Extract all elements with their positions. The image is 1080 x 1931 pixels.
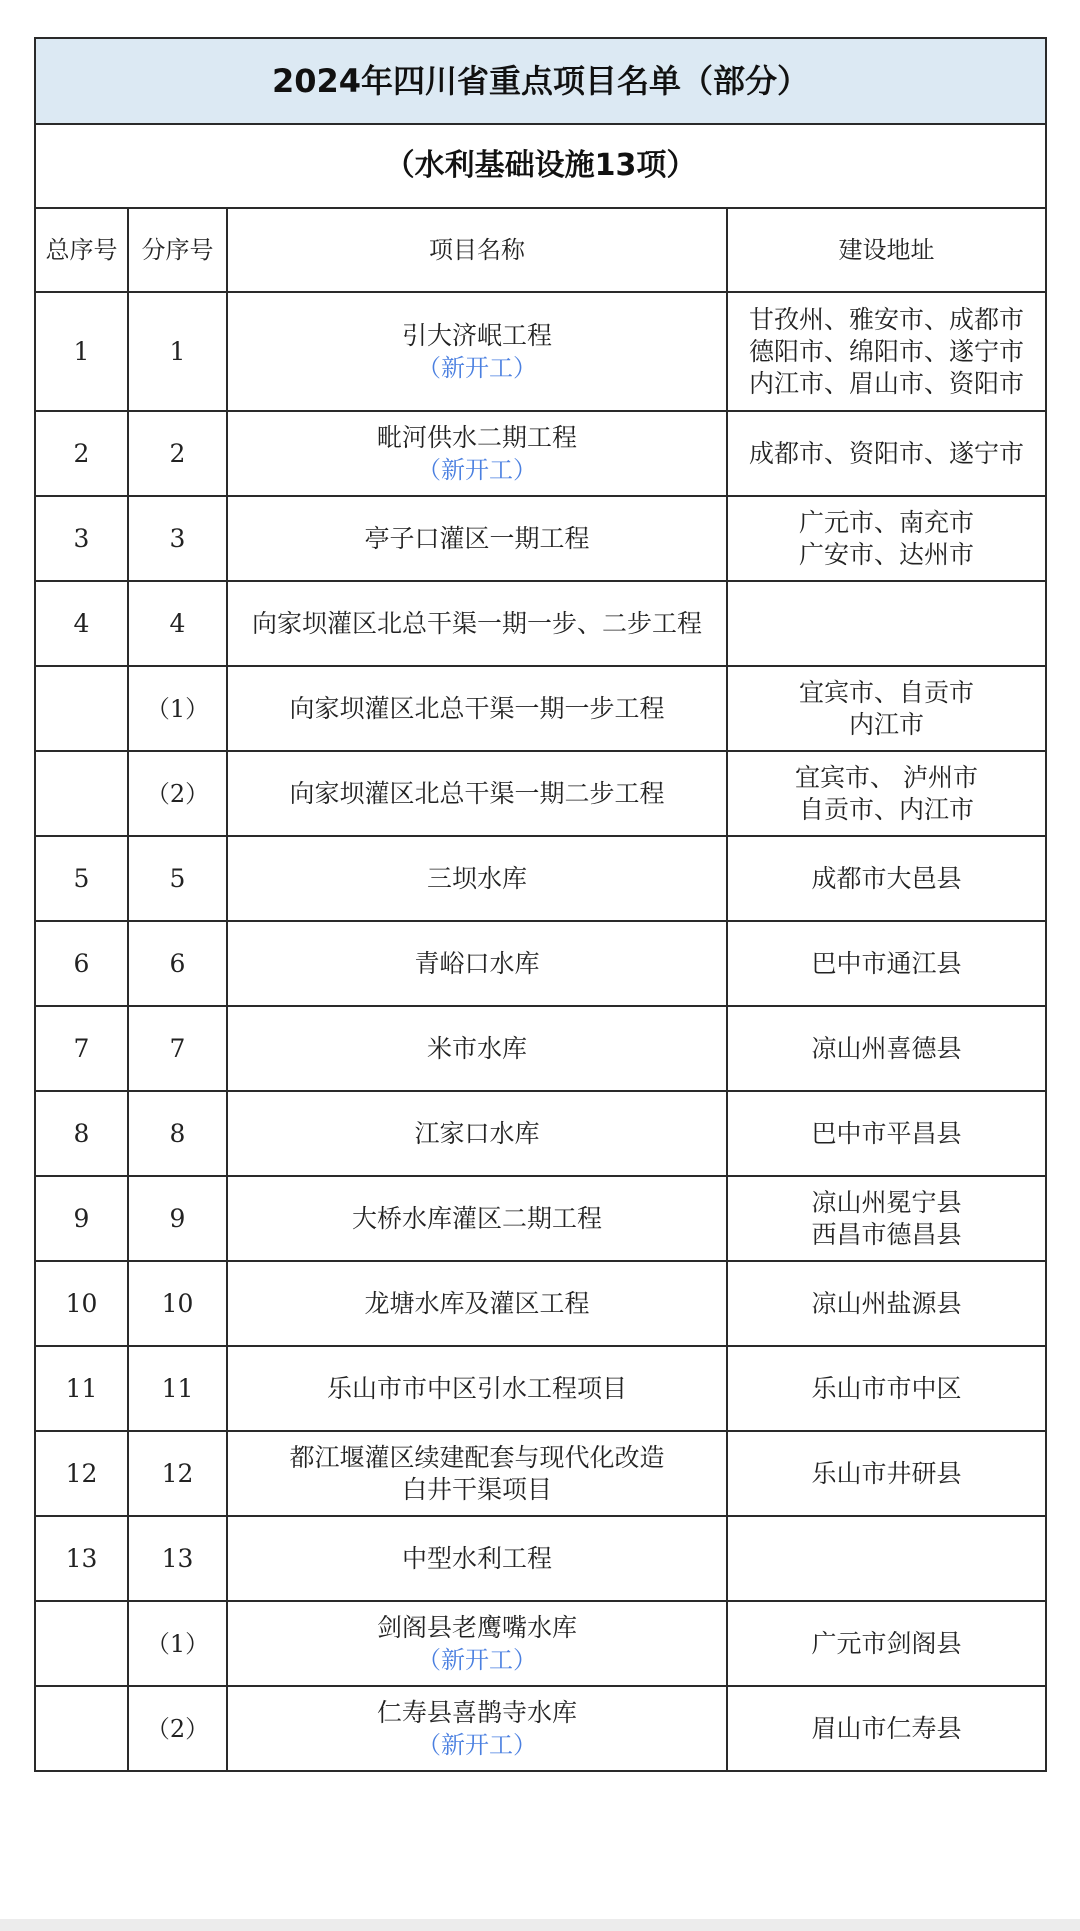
location-cell — [727, 751, 1046, 836]
location-cell — [727, 1346, 1046, 1431]
project-name: 向家坝灌区北总干渠一期二步工程 — [289, 778, 665, 808]
project-name: 毗河供水二期工程 — [376, 422, 577, 452]
location-line: 甘孜州、雅安市、成都市 — [749, 304, 1025, 334]
location-line: 凉山州冕宁县 — [811, 1187, 962, 1217]
total-no-cell: 9 — [35, 1176, 128, 1261]
project-name-cell — [227, 1686, 727, 1771]
sub-no-cell: 6 — [128, 921, 227, 1006]
location-line: 内江市 — [849, 709, 925, 739]
total-no-cell — [35, 1686, 128, 1771]
project-name: 江家口水库 — [414, 1118, 540, 1148]
table-row — [35, 1346, 1046, 1431]
header-project-name: 项目名称 — [227, 208, 727, 292]
location-line: 巴中市平昌县 — [811, 1118, 962, 1148]
location-line: 巴中市通江县 — [811, 948, 962, 978]
table-row — [35, 411, 1046, 496]
location-line: 乐山市井研县 — [811, 1458, 962, 1488]
project-name-line-2: 白井干渠项目 — [401, 1474, 552, 1504]
table-row — [35, 1516, 1046, 1601]
table-row — [35, 666, 1046, 751]
location-line: 广元市、南充市 — [799, 507, 975, 537]
location-cell — [727, 1176, 1046, 1261]
sub-no-cell: 2 — [128, 411, 227, 496]
table-row — [35, 292, 1046, 411]
location-line: 内江市、眉山市、资阳市 — [749, 368, 1025, 398]
project-name: 乐山市市中区引水工程项目 — [326, 1373, 627, 1403]
project-name-cell — [227, 581, 727, 666]
project-name: 引大济岷工程 — [401, 320, 552, 350]
project-name-cell — [227, 1006, 727, 1091]
location-cell — [727, 1431, 1046, 1516]
location-line: 凉山州喜德县 — [811, 1033, 962, 1063]
table-row — [35, 1601, 1046, 1686]
total-no-cell: 6 — [35, 921, 128, 1006]
location-cell — [727, 666, 1046, 751]
location-cell — [727, 496, 1046, 581]
project-name-cell — [227, 1261, 727, 1346]
project-name-cell — [227, 1091, 727, 1176]
new-start-note: （新开工） — [417, 353, 537, 382]
project-name-cell — [227, 1176, 727, 1261]
sub-no-cell: （2） — [128, 751, 227, 836]
location-line: 宜宾市、 泸州市 — [795, 762, 978, 792]
location-line: 凉山州盐源县 — [811, 1288, 962, 1318]
location-cell — [727, 1601, 1046, 1686]
location-line: 成都市、资阳市、遂宁市 — [749, 438, 1025, 468]
total-no-cell: 4 — [35, 581, 128, 666]
location-cell — [727, 581, 1046, 666]
sub-no-cell: （1） — [128, 666, 227, 751]
table-row — [35, 1006, 1046, 1091]
table-row — [35, 921, 1046, 1006]
project-name-cell — [227, 1516, 727, 1601]
sub-no-cell: 9 — [128, 1176, 227, 1261]
project-name-cell — [227, 666, 727, 751]
sub-no-cell: 5 — [128, 836, 227, 921]
project-name: 大桥水库灌区二期工程 — [351, 1203, 602, 1233]
location-cell — [727, 1261, 1046, 1346]
project-name: 三坝水库 — [426, 863, 527, 893]
new-start-note: （新开工） — [417, 455, 537, 484]
header-total-no: 总序号 — [35, 208, 128, 292]
table-row — [35, 1431, 1046, 1516]
location-line: 德阳市、绵阳市、遂宁市 — [749, 336, 1025, 366]
project-name-cell — [227, 411, 727, 496]
location-line: 宜宾市、自贡市 — [799, 677, 975, 707]
location-cell — [727, 921, 1046, 1006]
location-cell — [727, 292, 1046, 411]
new-start-note: （新开工） — [417, 1730, 537, 1759]
table-row — [35, 1261, 1046, 1346]
location-cell — [727, 836, 1046, 921]
project-list-table — [34, 37, 1047, 1772]
project-name: 剑阁县老鹰嘴水库 — [376, 1612, 577, 1642]
sub-no-cell: 10 — [128, 1261, 227, 1346]
project-name: 青峪口水库 — [414, 948, 540, 978]
project-name: 都江堰灌区续建配套与现代化改造 — [289, 1442, 665, 1472]
total-no-cell: 10 — [35, 1261, 128, 1346]
table-row — [35, 581, 1046, 666]
total-no-cell — [35, 1601, 128, 1686]
sub-no-cell: 3 — [128, 496, 227, 581]
location-line: 广元市剑阁县 — [811, 1628, 962, 1658]
project-name-cell — [227, 751, 727, 836]
location-line: 广安市、达州市 — [799, 539, 975, 569]
table-row — [35, 836, 1046, 921]
table-subtitle: （水利基础设施13项） — [35, 124, 1046, 208]
location-line: 西昌市德昌县 — [811, 1219, 962, 1249]
project-name-cell — [227, 1431, 727, 1516]
table-row — [35, 1686, 1046, 1771]
location-cell — [727, 1006, 1046, 1091]
total-no-cell: 12 — [35, 1431, 128, 1516]
new-start-note: （新开工） — [417, 1645, 537, 1674]
sub-no-cell: 8 — [128, 1091, 227, 1176]
sub-no-cell: 7 — [128, 1006, 227, 1091]
sub-no-cell: （2） — [128, 1686, 227, 1771]
project-name-cell — [227, 496, 727, 581]
project-name-cell — [227, 1346, 727, 1431]
sub-no-cell: （1） — [128, 1601, 227, 1686]
location-cell — [727, 1091, 1046, 1176]
project-name: 米市水库 — [426, 1033, 527, 1063]
sub-no-cell: 4 — [128, 581, 227, 666]
total-no-cell: 8 — [35, 1091, 128, 1176]
header-row — [35, 208, 1046, 292]
project-name: 向家坝灌区北总干渠一期一步、二步工程 — [251, 608, 702, 638]
header-sub-no: 分序号 — [128, 208, 227, 292]
location-line: 眉山市仁寿县 — [811, 1713, 962, 1743]
table-row — [35, 496, 1046, 581]
total-no-cell: 1 — [35, 292, 128, 411]
project-name: 亭子口灌区一期工程 — [364, 523, 590, 553]
table-title: 2024年四川省重点项目名单（部分） — [35, 38, 1046, 124]
sub-no-cell: 1 — [128, 292, 227, 411]
total-no-cell: 13 — [35, 1516, 128, 1601]
project-name-cell — [227, 292, 727, 411]
project-name: 向家坝灌区北总干渠一期一步工程 — [289, 693, 665, 723]
total-no-cell — [35, 751, 128, 836]
sub-no-cell: 11 — [128, 1346, 227, 1431]
total-no-cell: 11 — [35, 1346, 128, 1431]
total-no-cell: 7 — [35, 1006, 128, 1091]
sub-no-cell: 12 — [128, 1431, 227, 1516]
header-location: 建设地址 — [727, 208, 1046, 292]
table-row — [35, 751, 1046, 836]
project-name-cell — [227, 921, 727, 1006]
total-no-cell: 2 — [35, 411, 128, 496]
total-no-cell: 5 — [35, 836, 128, 921]
project-name: 中型水利工程 — [401, 1543, 552, 1573]
total-no-cell — [35, 666, 128, 751]
project-name-cell — [227, 1601, 727, 1686]
location-cell — [727, 411, 1046, 496]
table-row — [35, 1176, 1046, 1261]
bottom-edge — [0, 1919, 1080, 1931]
location-line: 乐山市市中区 — [811, 1373, 962, 1403]
location-line: 自贡市、内江市 — [799, 794, 975, 824]
location-cell — [727, 1516, 1046, 1601]
total-no-cell: 3 — [35, 496, 128, 581]
project-name: 仁寿县喜鹊寺水库 — [376, 1697, 577, 1727]
project-name-cell — [227, 836, 727, 921]
location-cell — [727, 1686, 1046, 1771]
project-name: 龙塘水库及灌区工程 — [364, 1288, 590, 1318]
location-line: 成都市大邑县 — [811, 863, 962, 893]
sub-no-cell: 13 — [128, 1516, 227, 1601]
table-row — [35, 1091, 1046, 1176]
